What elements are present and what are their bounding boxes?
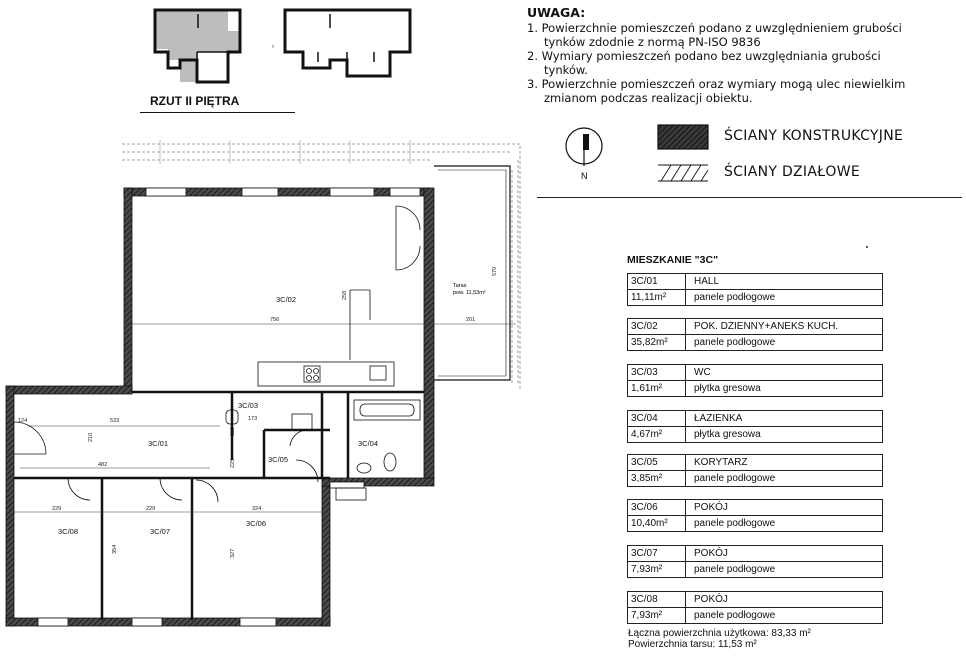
- terrace-area-label: pow. 11,53m²: [453, 290, 486, 296]
- room-label-3c01: 3C/01: [148, 439, 169, 448]
- dim-173: 173: [248, 416, 258, 422]
- partition-walls-label: ŚCIANY DZIAŁOWE: [724, 164, 860, 180]
- notes-title: UWAGA:: [527, 5, 586, 20]
- room-entry-3c03: 3C/03 WC 1,61m² płytka gresowa: [627, 364, 883, 397]
- legend-separator: [537, 197, 962, 198]
- dim-756: 756: [270, 317, 280, 323]
- partition-wall-swatch: [657, 163, 709, 183]
- room-label-3c08: 3C/08: [58, 527, 79, 536]
- structural-wall-swatch: [657, 124, 709, 150]
- room-entry-3c06: 3C/06 POKÓJ 10,40m² panele podłogowe: [627, 499, 883, 532]
- room-label-3c04: 3C/04: [358, 439, 379, 448]
- room-entry-3c02: 3C/02 POK. DZIENNY+ANEKS KUCH. 35,82m² panele podłogowe: [627, 318, 883, 351]
- room-label-3c03: 3C/03: [238, 401, 259, 410]
- floor-plan: [0, 130, 530, 659]
- dim-201: 201: [466, 317, 476, 323]
- area-totals: [628, 628, 811, 650]
- dim-482: 482: [98, 462, 108, 468]
- dimension-lines: [14, 324, 516, 512]
- room-entry-3c08: 3C/08 POKÓJ 7,93m² panele podłogowe: [627, 591, 883, 624]
- key-plan-outline: [285, 10, 410, 76]
- total-usable-area: Łączna powierzchnia użytkowa: 83,33 m²: [628, 628, 811, 639]
- windows: [38, 188, 420, 626]
- note-1: 1. Powierzchnie pomieszczeń podano z uwzględnieniem grubości tynków zdodnie z normą PN-ISO 9836: [527, 21, 902, 49]
- note-3: 3. Powierzchnie pomieszczeń oraz wymiary mogą ulec niewielkim zmianom podczas realizacji obiektu.: [527, 77, 906, 105]
- terrace-label: Taras: [453, 283, 467, 289]
- dim-229a: 229: [52, 506, 62, 512]
- small-mark: [866, 246, 868, 248]
- structural-walls: [6, 188, 434, 626]
- dim-225: 225: [230, 458, 236, 468]
- notes: [527, 6, 957, 105]
- dim-258: 258: [342, 290, 348, 300]
- dim-124: 124: [18, 418, 28, 424]
- key-plan-highlighted: [155, 10, 240, 82]
- key-plan-underline: [140, 112, 295, 113]
- dim-210: 210: [88, 432, 94, 442]
- svg-text:›: ›: [272, 44, 274, 50]
- north-arrow: [562, 122, 606, 182]
- room-entry-3c07: 3C/07 POKÓJ 7,93m² panele podłogowe: [627, 545, 883, 578]
- room-label-3c06: 3C/06: [246, 519, 267, 528]
- roof-outline: [122, 144, 520, 390]
- key-plan-label: RZUT II PIĘTRA: [150, 94, 240, 108]
- north-label: N: [581, 171, 588, 181]
- room-entry-3c05: 3C/05 KORYTARZ 3,85m² panele podłogowe: [627, 454, 883, 487]
- apartment-title: MIESZKANIE "3C": [627, 254, 719, 266]
- structural-walls-label: ŚCIANY KONSTRUKCYJNE: [724, 128, 904, 144]
- room-label-3c05: 3C/05: [268, 455, 289, 464]
- dim-533: 533: [110, 418, 120, 424]
- note-2: 2. Wymiary pomieszczeń podano bez uwzględniania grubości tynków.: [527, 49, 881, 77]
- room-label-3c02: 3C/02: [276, 295, 297, 304]
- dim-324: 324: [252, 506, 262, 512]
- room-entry-3c01: 3C/01 HALL 11,11m² panele podłogowe: [627, 273, 883, 306]
- balcony-door: [396, 206, 420, 270]
- entry-door: [14, 422, 46, 454]
- dim-112: 112: [230, 427, 236, 436]
- dim-327: 327: [230, 548, 236, 558]
- kitchen-counter: [258, 290, 394, 386]
- room-label-3c07: 3C/07: [150, 527, 171, 536]
- terrace-area-total: Powierzchnia tarsu: 11,53 m²: [628, 639, 757, 650]
- key-plans: [140, 6, 420, 92]
- room-entry-3c04: 3C/04 ŁAZIENKA 4,67m² płytka gresowa: [627, 410, 883, 443]
- dim-229b: 229: [146, 506, 156, 512]
- dim-570: 570: [492, 266, 498, 276]
- dim-354: 354: [112, 544, 118, 554]
- terrace: [434, 166, 510, 380]
